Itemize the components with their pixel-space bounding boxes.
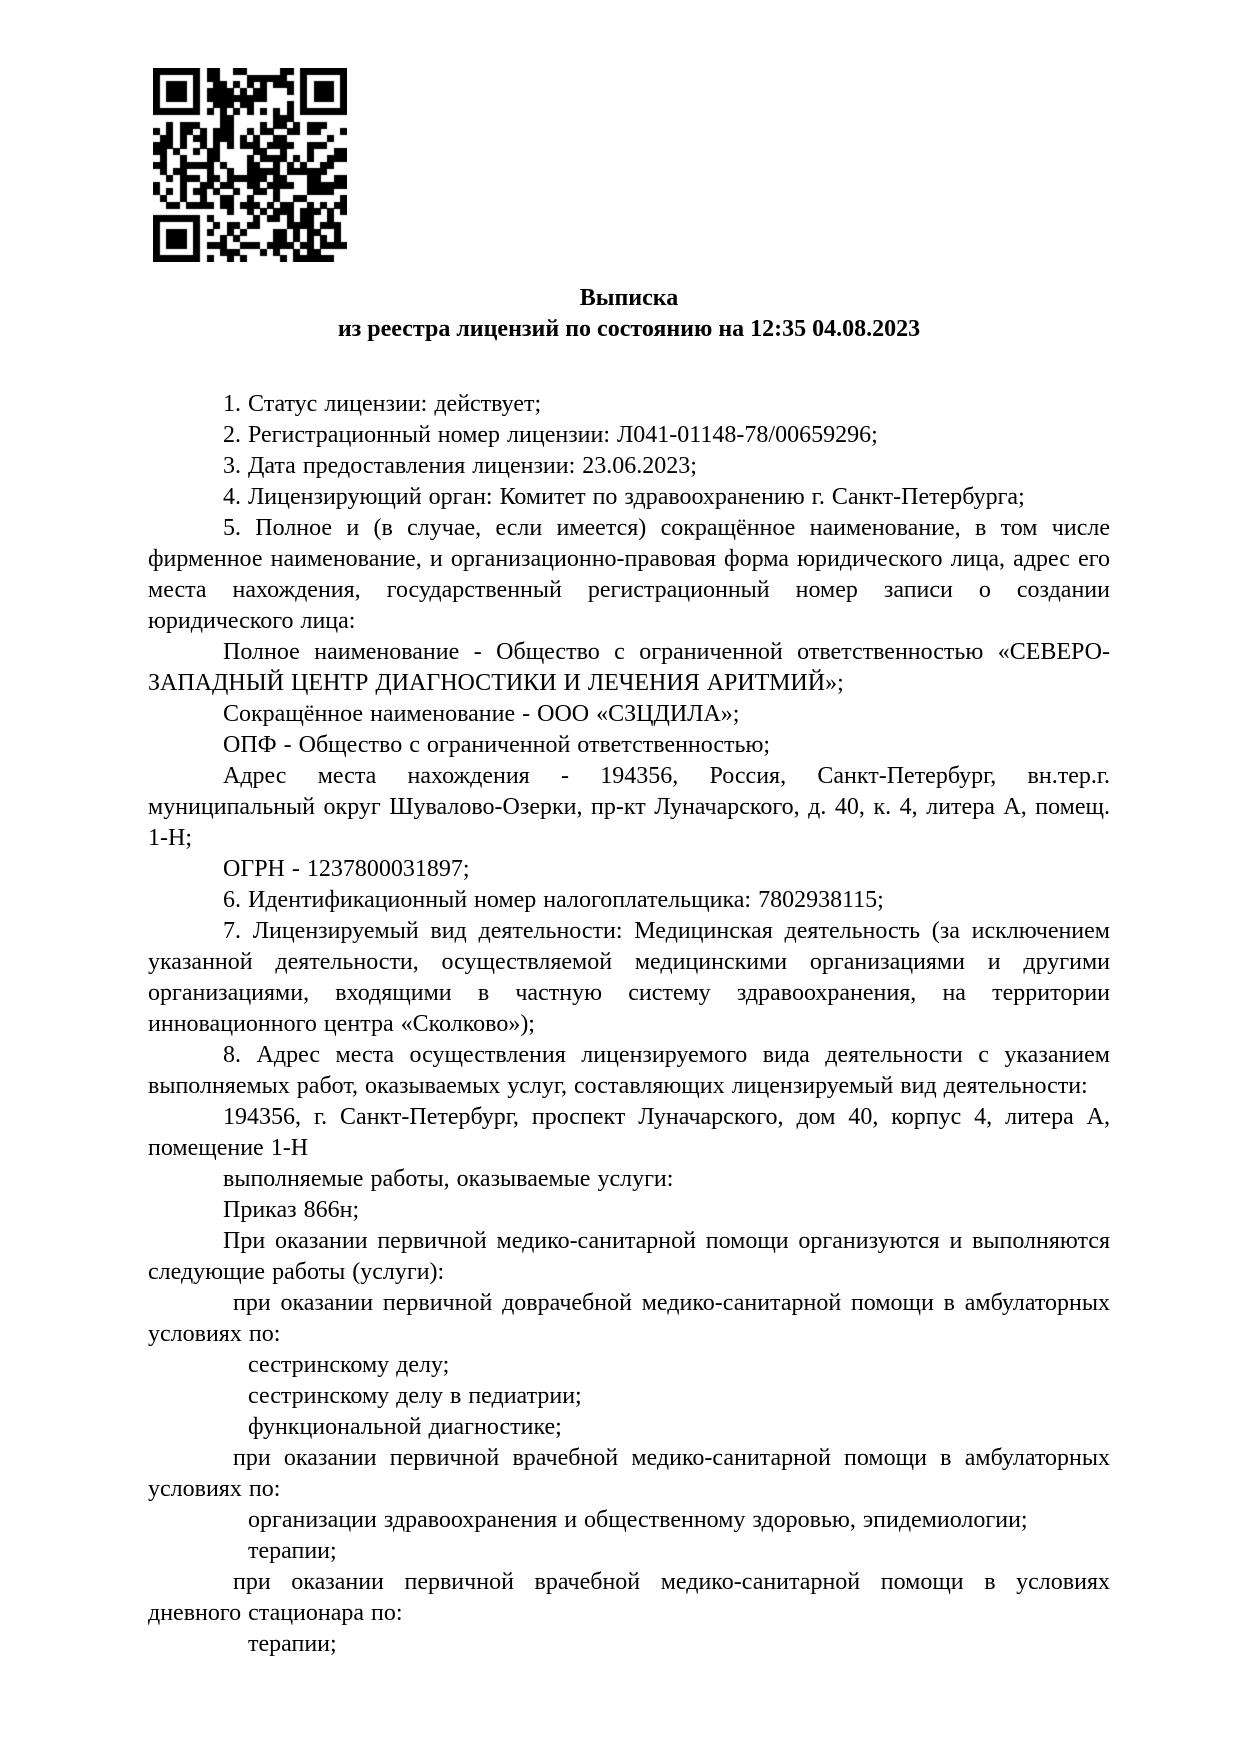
paragraph: 7. Лицензируемый вид деятельности: Медицинская деятельность (за исключением указанной деятельности, осуществляемой медицинскими организациями и другими организациями, входящими в частную систему здравоохранения, на территории инновационного центра «Сколково»);	[148, 918, 1110, 1037]
paragraph: ОГРН - 1237800031897;	[223, 856, 470, 882]
paragraph: 194356, г. Санкт-Петербург, проспект Луначарского, дом 40, корпус 4, литера А, помещение 1-Н	[148, 1104, 1110, 1161]
paragraph: функциональной диагностике;	[248, 1414, 562, 1440]
paragraph: Полное наименование - Общество с ограниченной ответственностью «СЕВЕРО-ЗАПАДНЫЙ ЦЕНТР ДИАГНОСТИКИ И ЛЕЧЕНИЯ АРИТМИЙ»;	[148, 639, 1110, 696]
paragraph: терапии;	[248, 1538, 337, 1564]
paragraph: 1. Статус лицензии: действует;	[223, 391, 542, 417]
paragraph: Адрес места нахождения - 194356, Россия, Санкт-Петербург, вн.тер.г. муниципальный округ Шувалово-Озерки, пр-кт Луначарского, д. 40, к. 4, литера А, помещ. 1-Н;	[148, 763, 1110, 851]
paragraph: сестринскому делу в педиатрии;	[248, 1383, 582, 1409]
paragraph: При оказании первичной медико-санитарной помощи организуются и выполняются следующие работы (услуги):	[148, 1228, 1110, 1285]
paragraph: сестринскому делу;	[248, 1352, 450, 1378]
document-content	[148, 283, 1110, 1660]
paragraph: 2. Регистрационный номер лицензии: Л041-01148-78/00659296;	[223, 422, 878, 448]
qr-code-icon	[153, 68, 347, 262]
paragraph: при оказании первичной доврачебной медико-санитарной помощи в амбулаторных условиях по:	[148, 1290, 1110, 1347]
paragraph: ОПФ - Общество с ограниченной ответственностью;	[223, 732, 771, 758]
paragraph: 8. Адрес места осуществления лицензируемого вида деятельности с указанием выполняемых работ, оказываемых услуг, составляющих лицензируемый вид деятельности:	[148, 1042, 1110, 1099]
document-title	[148, 283, 1110, 345]
paragraph: при оказании первичной врачебной медико-санитарной помощи в амбулаторных условиях по:	[148, 1445, 1110, 1502]
paragraph: 6. Идентификационный номер налогоплательщика: 7802938115;	[223, 887, 884, 913]
document-body	[148, 389, 1110, 1660]
paragraph: Приказ 866н;	[223, 1197, 360, 1223]
paragraph: при оказании первичной врачебной медико-санитарной помощи в условиях дневного стационара по:	[148, 1569, 1110, 1626]
paragraph: организации здравоохранения и общественному здоровью, эпидемиологии;	[248, 1507, 1028, 1533]
title-line-1: Выписка	[579, 285, 679, 311]
paragraph: 3. Дата предоставления лицензии: 23.06.2023;	[223, 453, 697, 479]
paragraph: терапии;	[248, 1631, 337, 1657]
paragraph: Сокращённое наименование - ООО «СЗЦДИЛА»;	[223, 701, 740, 727]
title-line-2: из реестра лицензий по состоянию на 12:35 04.08.2023	[337, 316, 921, 342]
paragraph: 4. Лицензирующий орган: Комитет по здравоохранению г. Санкт-Петербурга;	[223, 484, 1025, 510]
paragraph: выполняемые работы, оказываемые услуги:	[223, 1166, 674, 1192]
paragraph: 5. Полное и (в случае, если имеется) сокращённое наименование, в том числе фирменное наименование, и организационно-правовая форма юридического лица, адрес его места нахождения, государственный регистрационный номер записи о создании юридического лица:	[148, 515, 1110, 634]
